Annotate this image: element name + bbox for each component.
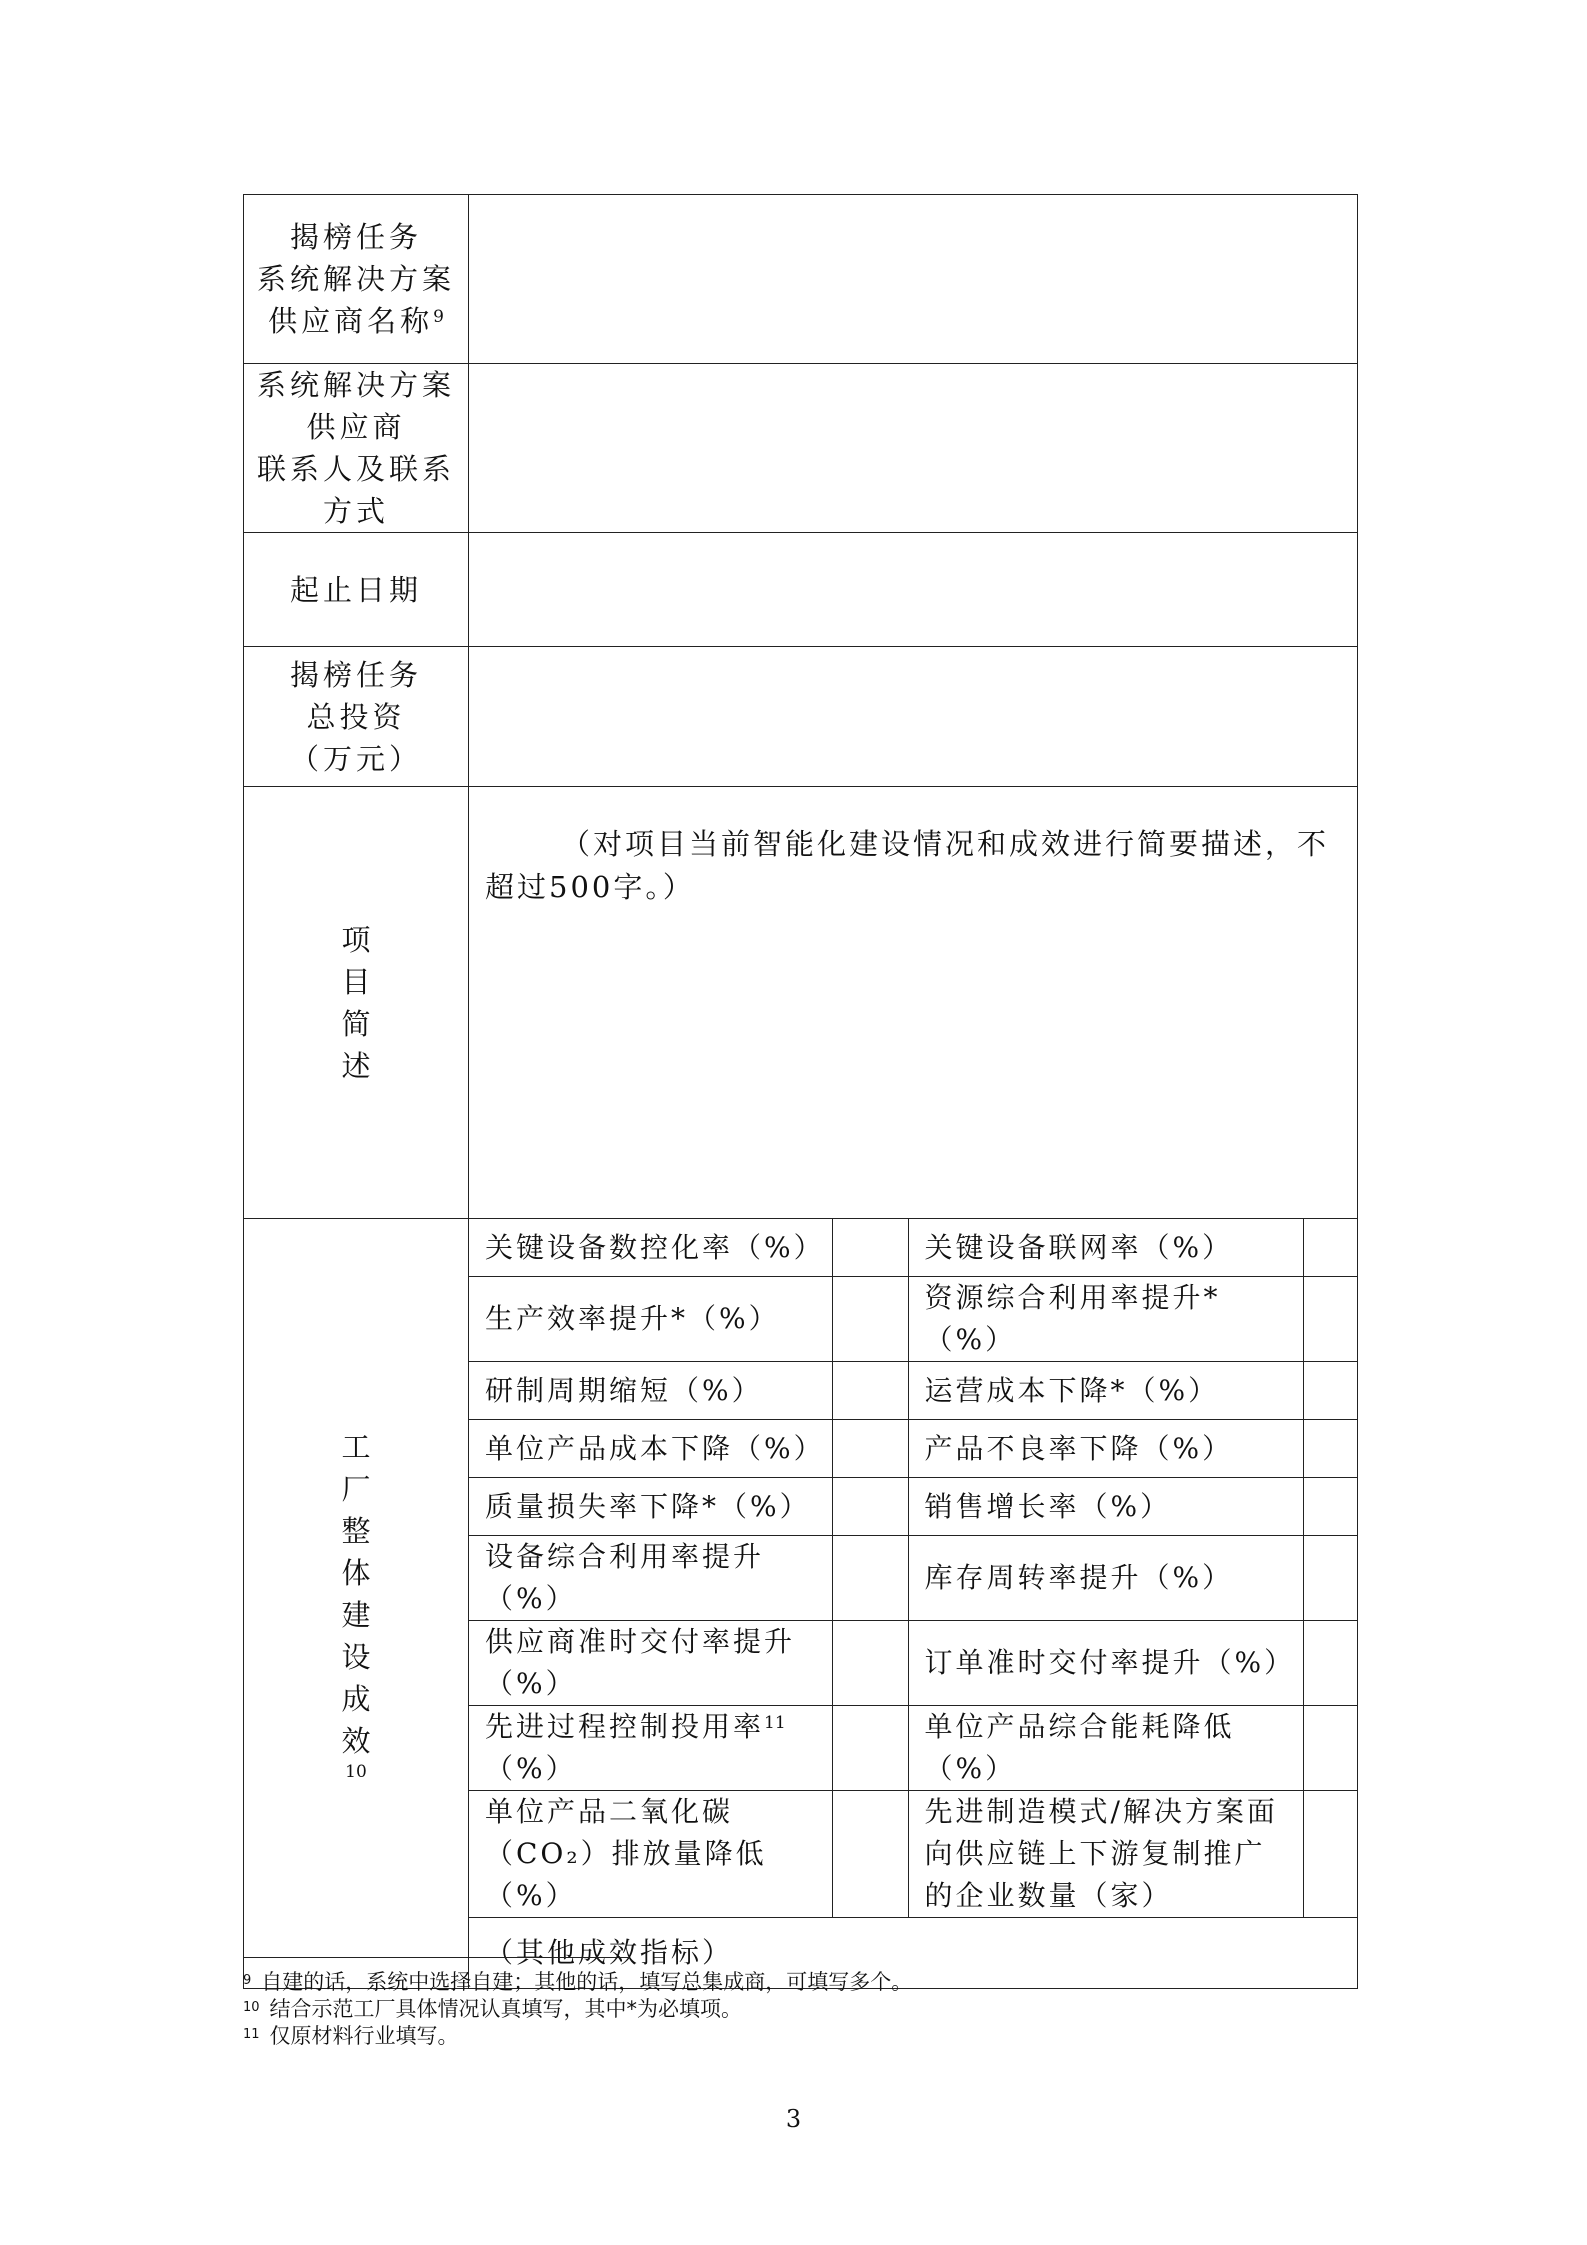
form-row-provider-name [244, 195, 1358, 364]
footnote-text: 自建的话，系统中选择自建；其他的话，填写总集成商，可填写多个。 [261, 1970, 913, 1994]
metric-value-field[interactable] [1303, 1420, 1358, 1478]
label-line: 系统解决方案 [256, 368, 455, 402]
metric-row [469, 1536, 1358, 1621]
footnote-ref: 10 [345, 1761, 367, 1782]
footnote-text: 仅原材料行业填写。 [269, 2024, 459, 2048]
metric-row [469, 1478, 1358, 1536]
metric-value-field[interactable] [832, 1219, 908, 1277]
form-row-contact [244, 364, 1358, 533]
metric-row [469, 1277, 1358, 1362]
page-number: 3 [785, 2105, 802, 2133]
footnote [243, 1996, 912, 2023]
contact-label [244, 364, 469, 533]
metric-label: 研制周期缩短（%） [469, 1362, 832, 1420]
footnote [243, 2023, 912, 2050]
label-char: 厂 [341, 1471, 371, 1506]
metric-row [469, 1362, 1358, 1420]
metric-value-field[interactable] [1303, 1536, 1358, 1621]
label-char: 设 [341, 1639, 371, 1674]
label-char: 工 [341, 1429, 371, 1464]
label-char: 效 [341, 1723, 371, 1758]
metric-value-field[interactable] [832, 1621, 908, 1706]
contact-field[interactable] [469, 364, 1358, 533]
footnote-number: 10 [243, 2000, 260, 2015]
metric-row [469, 1420, 1358, 1478]
form-row-effects [244, 1219, 1358, 1989]
label-line: 系统解决方案 [256, 262, 455, 296]
label-char: 简 [341, 1006, 371, 1041]
footnote-ref: 11 [764, 1713, 786, 1733]
other-metrics-field[interactable]: （其他成效指标） [469, 1918, 1358, 1989]
metric-value-field[interactable] [1303, 1791, 1358, 1918]
metric-value-field[interactable] [1303, 1621, 1358, 1706]
label-line: 供应商 [306, 410, 406, 444]
metric-value-field[interactable] [832, 1791, 908, 1918]
provider-name-field[interactable] [469, 195, 1358, 364]
metric-label: 库存周转率提升（%） [908, 1536, 1303, 1621]
metric-label: 运营成本下降*（%） [908, 1362, 1303, 1420]
metric-label: 单位产品综合能耗降低（%） [908, 1706, 1303, 1791]
footnote-divider [243, 1957, 628, 1958]
metric-value-field[interactable] [832, 1536, 908, 1621]
footnote-number: 11 [243, 2027, 260, 2042]
metric-row [469, 1706, 1358, 1791]
metric-label-text: 先进过程控制投用率 [485, 1710, 765, 1743]
footnote-text: 结合示范工厂具体情况认真填写，其中*为必填项。 [269, 1997, 743, 2021]
form-row-dates [244, 533, 1358, 647]
metric-row [469, 1791, 1358, 1918]
label-line: 总投资 [306, 699, 406, 734]
investment-field[interactable] [469, 647, 1358, 787]
brief-field[interactable] [469, 787, 1358, 1219]
label-line: （万元） [289, 741, 422, 776]
metric-value-field[interactable] [1303, 1277, 1358, 1362]
metric-label [469, 1706, 832, 1791]
label-char: 成 [341, 1681, 371, 1716]
provider-name-label [244, 195, 469, 364]
metric-label: 设备综合利用率提升（%） [469, 1536, 832, 1621]
application-form-table [243, 194, 1358, 1989]
dates-field[interactable] [469, 533, 1358, 647]
form-row-investment [244, 647, 1358, 787]
metric-label: 质量损失率下降*（%） [469, 1478, 832, 1536]
metric-value-field[interactable] [832, 1706, 908, 1791]
investment-label [244, 647, 469, 787]
brief-label [244, 787, 469, 1219]
label-char: 建 [341, 1597, 371, 1632]
metric-label: 单位产品二氧化碳（CO₂）排放量降低（%） [469, 1791, 832, 1918]
label-line: 揭榜任务 [289, 220, 422, 254]
label-line: 方式 [322, 494, 389, 528]
metric-value-field[interactable] [832, 1478, 908, 1536]
label-char: 整 [341, 1513, 371, 1548]
dates-label [244, 533, 469, 647]
label-line: 联系人及联系 [256, 452, 455, 486]
metric-label: 单位产品成本下降（%） [469, 1420, 832, 1478]
metric-label: 先进制造模式/解决方案面向供应链上下游复制推广的企业数量（家） [908, 1791, 1303, 1918]
metric-label: 产品不良率下降（%） [908, 1420, 1303, 1478]
metric-value-field[interactable] [1303, 1219, 1358, 1277]
effects-label [244, 1219, 469, 1989]
metric-label: 资源综合利用率提升*（%） [908, 1277, 1303, 1362]
metric-value-field[interactable] [832, 1277, 908, 1362]
label-char: 目 [341, 964, 371, 999]
label-line: 揭榜任务 [289, 657, 422, 692]
footnotes [243, 1969, 912, 2050]
footnote [243, 1969, 912, 1996]
form-row-brief [244, 787, 1358, 1219]
brief-instruction-text: （对项目当前智能化建设情况和成效进行简要描述，不超过500字。） [485, 827, 1330, 904]
footnote-ref: 9 [433, 307, 444, 327]
metric-value-field[interactable] [832, 1420, 908, 1478]
metric-label: 关键设备联网率（%） [908, 1219, 1303, 1277]
metric-value-field[interactable] [1303, 1478, 1358, 1536]
label-char: 项 [341, 922, 371, 957]
footnote-number: 9 [243, 1973, 252, 1988]
metric-value-field[interactable] [832, 1362, 908, 1420]
label-line: 起止日期 [289, 572, 422, 607]
metric-row [469, 1219, 1358, 1277]
metric-value-field[interactable] [1303, 1706, 1358, 1791]
effects-metrics-cell [469, 1219, 1358, 1989]
label-char: 体 [341, 1555, 371, 1590]
label-line: 供应商名称 [268, 304, 434, 338]
metric-label: 供应商准时交付率提升（%） [469, 1621, 832, 1706]
metric-label: 销售增长率（%） [908, 1478, 1303, 1536]
label-char: 述 [341, 1048, 371, 1083]
metric-value-field[interactable] [1303, 1362, 1358, 1420]
metric-row [469, 1621, 1358, 1706]
metric-label: 关键设备数控化率（%） [469, 1219, 832, 1277]
metric-label: 订单准时交付率提升（%） [908, 1621, 1303, 1706]
metric-label: 生产效率提升*（%） [469, 1277, 832, 1362]
metric-label-suffix: （%） [485, 1752, 577, 1785]
metrics-table [469, 1219, 1358, 1988]
